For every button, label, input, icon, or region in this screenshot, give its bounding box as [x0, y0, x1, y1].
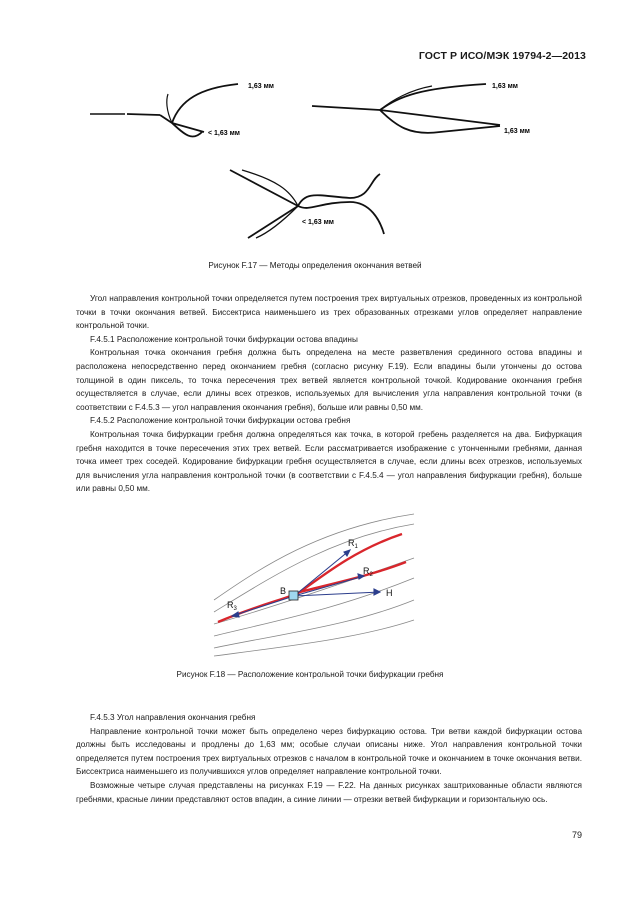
fig17-label-a-upper: 1,63 мм [248, 83, 274, 90]
paragraph: Контрольная точка бифуркации гребня должна определяться как точка, в которой гребень разделяется на два. Бифуркация гребня находится в точке пересечения этих трех ветвей. Если рассматривается изображение с утонченными гребнями, данная точка имеет трех соседей. Кодирование бифуркации гребня осуществляется в случае, если длины всех отрезков, используемых для вычисления угла направления контрольной точки (в соответствии с F.4.5.4 — угол направления бифуркации гребня), больше или равны 0,50 мм. [76, 429, 582, 494]
paragraph: Направление контрольной точки может быть определено через бифуркацию остова. Три ветви каждой бифуркации остова должны быть исследованы и продлены до 1,63 мм; особые случаи описаны ниже. Угол направления контрольной точки определяется путем построения трех виртуальных отрезков с началом в контрольной точке и окончанием в точке окончания ветви. Биссектриса наименьшего из получившихся углов определяет направление контрольной точки. [76, 726, 582, 777]
bifurcation-point [289, 591, 298, 600]
fig17-label-c: < 1,63 мм [302, 219, 334, 226]
paragraph: Контрольная точка окончания гребня должна быть определена на месте разветвления срединного остова впадины и расположена непосредственно перед окончанием гребня (согласно рисунку F.19). Если впадины были утончены до остова толщиной в один пиксель, то точка пересечения трех ветвей является контрольной точкой. Кодирование окончания гребня осуществляется в случае, если длины всех отрезков, используемых для вычисления угла направления контрольной точки (в соответствии с F.4.5.3 — угол направления окончания гребня), больше или равны 0,50 мм. [76, 348, 582, 412]
fig18-label-h: H [386, 588, 393, 598]
fig17-label-a-lower: < 1,63 мм [208, 130, 240, 137]
fig18-label-r2: $R_2$ [363, 566, 373, 578]
figure-17 [80, 70, 550, 250]
fig17-label-b-upper: 1,63 мм [492, 83, 518, 90]
section-heading: F.4.5.1 Расположение контрольной точки бифуркации остова впадины [90, 334, 358, 344]
figure-17-diagram-c [230, 170, 384, 238]
paragraph: Возможные четыре случая представлены на рисунках F.19 — F.22. На данных рисунках заштрихованные области являются гребнями, красные линии представляют остов впадин, а синие линии — отрезки ветвей бифуркации и горизонтальную ось. [76, 780, 582, 804]
body-section-2 [76, 711, 582, 806]
body-section-1 [76, 292, 582, 496]
figure-18-ridge-hatching [214, 514, 414, 656]
figure-17-diagram-a [90, 84, 238, 137]
section-heading: F.4.5.2 Расположение контрольной точки бифуркации остова гребня [90, 416, 351, 426]
fig18-label-r3: $R_3$ [227, 600, 237, 612]
page-header: ГОСТ Р ИСО/МЭК 19794-2—2013 [418, 50, 586, 62]
fig18-label-r1: $R_1$ [348, 538, 358, 550]
figure-18 [210, 508, 420, 658]
figure-17-diagram-b [312, 84, 500, 133]
paragraph: Угол направления контрольной точки определяется путем построения трех виртуальных отрезков, проведенных из контрольной точки в точки окончания ветвей. Биссектриса наименьшего из трех образованных отрезками углов определяет направление контрольной точки. [76, 294, 582, 331]
page-number: 79 [571, 830, 582, 840]
fig18-label-b: B [280, 586, 287, 596]
fig17-label-b-lower: 1,63 мм [504, 128, 530, 135]
figure-17-caption: Рисунок F.17 — Методы определения окончания ветвей [208, 261, 422, 270]
figure-18-caption: Рисунок F.18 — Расположение контрольной точки бифуркации гребня [176, 670, 444, 679]
section-heading: F.4.5.3 Угол направления окончания гребня [90, 713, 256, 722]
figure-18-valley-skeleton [218, 534, 406, 622]
